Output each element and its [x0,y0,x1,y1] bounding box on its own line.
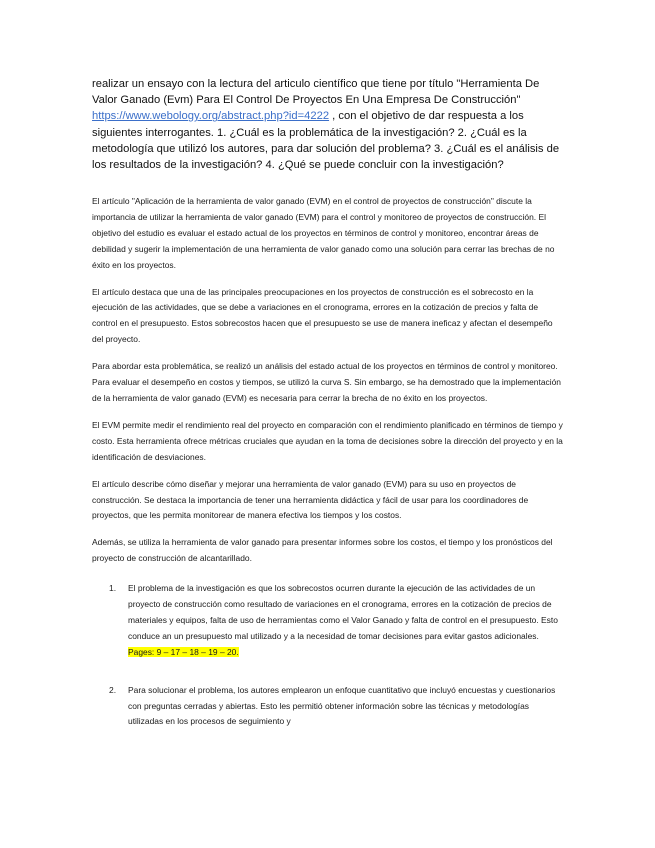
list-item-number: 1. [109,583,117,594]
paragraph: El artículo "Aplicación de la herramienta de valor ganado (EVM) en el control de proyectos de construcción" discute la importancia de utilizar la herramienta de valor ganado (EVM) para el control y monitoreo de proyectos de construcción. El objetivo del estudio es evaluar el estado actual de los proyectos en términos de control y monitoreo, encontrar áreas de debilidad y sugerir la implementación de una herramienta de valor ganado como una solución para cerrar las brechas de no éxito en los proyectos. [92,196,555,270]
list-item-text: Para solucionar el problema, los autores emplearon un enfoque cuantitativo que incluyó encuestas y cuestionarios con preguntas cerradas y abiertas. Esto les permitió obtener información sobre las técnicas y metodologías utilizadas en los procesos de seguimiento y [128,684,556,727]
paragraph: El artículo destaca que una de las principales preocupaciones en los proyectos de construcción es el sobrecosto en la ejecución de las actividades, que se debe a variaciones en el cronograma, errores en la cotización de precios y falta de control en el presupuesto. Estos sobrecostos hacen que el presupuesto se use de manera ineficaz y afectan el desempeño del proyecto. [92,286,553,345]
list-item-number: 2. [109,684,117,695]
highlighted-pages: Pages: 9 – 17 – 18 – 19 – 20. [128,646,239,657]
prompt-questions: , con el objetivo de dar respuesta a los siguientes interrogantes. 1. ¿Cuál es la problemática de la investigación? 2. ¿Cuál es la metodología que utilizó los autores, para dar solución del problema? 3. ¿Cuál es el análisis de los resultados de la investigación? 4. ¿Qué se puede concluir con la investigación? [92,110,560,172]
article-link[interactable]: https://www.webology.org/abstract.php?id=4222 [92,110,330,123]
essay-body [92,194,564,752]
answer-list [92,581,564,730]
paragraph: Además, se utiliza la herramienta de valor ganado para presentar informes sobre los costos, el tiempo y los pronósticos del proyecto de construcción de alcantarillado. [92,537,553,564]
prompt-text: realizar un ensayo con la lectura del articulo científico que tiene por título "Herramienta De Valor Ganado (Evm) Para El Control De Proyectos En Una Empresa De Construcción" [92,78,540,107]
essay-prompt [92,76,564,173]
list-item [92,581,564,661]
list-item [92,683,564,731]
list-item-text: El problema de la investigación es que los sobrecostos ocurren durante la ejecución de las actividades de un proyecto de construcción como resultado de variaciones en el cronograma, errores en la cotización de precios de materiales y equipos, falta de uso de herramientas como el Valor Ganado y falta de control en el presupuesto. Esto conduce an un presupuesto mal utilizado y a la necesidad de tomar decisiones para evitar gastos adicionales. [128,583,558,641]
paragraph: Para abordar esta problemática, se realizó un análisis del estado actual de los proyectos en términos de control y monitoreo. Para evaluar el desempeño en costos y tiempos, se utilizó la curva S. Sin embargo, se ha demostrado que la implementación de la herramienta de valor ganado (EVM) es necesaria para cerrar la brecha de no éxito en los proyectos. [92,361,562,403]
paragraph: El artículo describe cómo diseñar y mejorar una herramienta de valor ganado (EVM) para su uso en proyectos de construcción. Se destaca la importancia de tener una herramienta didáctica y fácil de usar para los coordinadores de proyectos, que les permita monitorear de manera efectiva los tiempos y los costos. [92,478,529,521]
paragraph: El EVM permite medir el rendimiento real del proyecto en comparación con el rendimiento planificado en términos de tiempo y costo. Esta herramienta ofrece métricas cruciales que ayudan en la toma de decisiones sobre la dirección del proyecto y en la identificación de desviaciones. [92,419,563,462]
